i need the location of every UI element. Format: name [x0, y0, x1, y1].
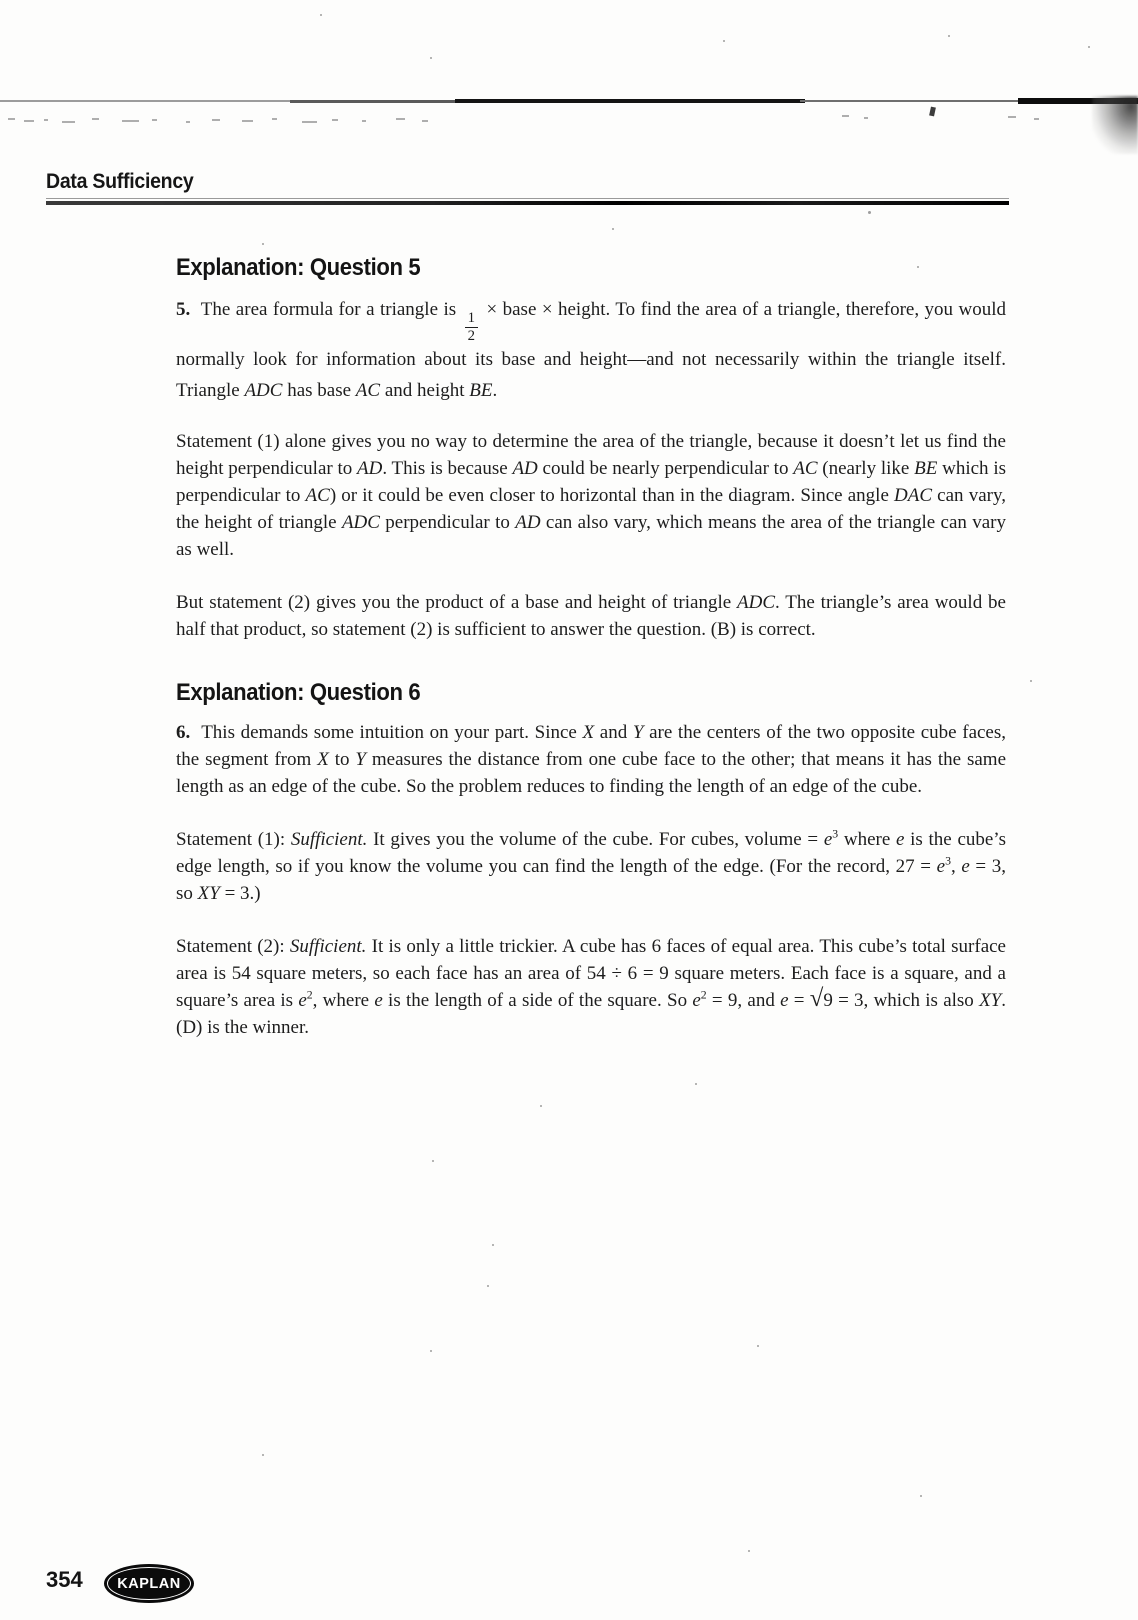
question6-intro-paragraph: 6. This demands some intuition on your part. Since X and Y are the centers of the two opposite cube faces, the segment from X to Y measures the distance from one cube face to the other; that means it has the same length as an edge of the cube. So the problem reduces to finding the length of an edge of the cube. [176, 722, 1007, 798]
scan-artifact-topline [0, 101, 1138, 102]
scan-speck [1030, 680, 1032, 682]
scan-dash [186, 121, 190, 123]
scan-speck [757, 1345, 759, 1347]
running-head-title: Data Sufficiency [46, 170, 194, 193]
scan-speck [748, 1550, 750, 1552]
scan-dash [8, 118, 15, 120]
question6-statement1-paragraph: Statement (1): Sufficient. It gives you the volume of the cube. For cubes, volume = $e^3$ where e is the cube’s edge length, so if you know the volume you can find the length of the edge. (For the record, $27 = e^3$, e = 3, so XY = 3.) [176, 827, 1007, 905]
scan-dash [302, 121, 317, 123]
scan-speck [487, 1285, 489, 1287]
scan-speck [432, 1160, 434, 1162]
scan-dash [362, 120, 366, 122]
scan-dash [1034, 118, 1039, 120]
scan-artifact-topline-seg [455, 99, 805, 103]
question5-statement2-paragraph: But statement (2) gives you the product of a base and height of triangle ADC. The triangle’s area would be half that product, so statement (2) is sufficient to answer the question. (B) is correct. [176, 592, 1006, 641]
question5-heading: Explanation: Question 5 [176, 254, 421, 281]
scan-dash [212, 119, 220, 121]
scan-speck [868, 211, 871, 214]
scan-artifact-topline-seg [0, 100, 300, 102]
rule-thick-line [46, 201, 1009, 205]
question6-heading: Explanation: Question 6 [176, 679, 421, 707]
scan-speck [262, 1454, 264, 1456]
scan-dash [272, 118, 277, 120]
scan-speck [920, 1495, 922, 1497]
scan-speck [695, 1083, 697, 1085]
kaplan-logo-text: KAPLAN [117, 1575, 181, 1592]
scan-artifact-topline-seg [800, 100, 1025, 102]
scan-dash [24, 120, 34, 122]
scan-speck [492, 1244, 494, 1246]
scan-dash [396, 118, 405, 120]
scan-dash [92, 118, 99, 120]
text-column [176, 254, 1006, 1067]
question6-statement2-paragraph: Statement (2): Sufficient. It is only a little trickier. A cube has 6 faces of equal area. This cube’s total surface area is 54 square meters, so each face has an area of 54 ÷ 6 = 9 square meters. Each face is a square, and a square’s area is $e^2$, where e is the length of a side of the square. So $e^2 = 9$, and e = √9 = 3, which is also XY. (D) is the winner. [176, 936, 1006, 1039]
scan-dash [152, 119, 157, 121]
scan-dash [122, 120, 139, 122]
scan-artifact-smudge [1092, 96, 1138, 154]
page-number: 354 [46, 1567, 83, 1592]
question5-statement1-paragraph: Statement (1) alone gives you no way to determine the area of the triangle, because it doesn’t let us find the height perpendicular to AD. This is because AD could be nearly perpendicular to AC (nearly like BE which is perpendicular to AC) or it could be even closer to horizontal than in the diagram. Since angle DAC can vary, the height of triangle ADC perpendicular to AD can also vary, which means the area of the triangle can vary as well. [176, 431, 1006, 561]
scan-speck [612, 228, 614, 230]
scan-speck [430, 1350, 432, 1352]
scan-dash [422, 120, 428, 122]
scan-dash [332, 119, 338, 121]
scan-speck [1088, 46, 1090, 48]
scan-artifact-mark [929, 107, 936, 117]
scan-dash [864, 117, 868, 119]
scan-dash [842, 115, 849, 117]
scan-speck [262, 243, 264, 245]
scan-dash [242, 120, 253, 122]
question5-intro-paragraph: 5. The area formula for a triangle is $\frac{1}{2}$ × base × height. To find the area of a triangle, therefore, you would normally look for information about its base and height—and not necessarily within the triangle itself. Triangle ADC has base AC and height BE. [176, 299, 1006, 402]
rule-thin-line [46, 198, 1009, 199]
scan-speck [723, 40, 725, 42]
scan-dash [44, 119, 48, 121]
scan-artifact-topline-seg [290, 100, 460, 103]
scan-speck [948, 35, 950, 37]
scan-dash [62, 121, 75, 123]
scan-dash [1008, 116, 1016, 118]
scan-speck [430, 57, 432, 59]
scan-speck [540, 1105, 542, 1107]
kaplan-logo [104, 1564, 194, 1603]
running-head-rule [46, 198, 1009, 205]
scan-speck [320, 14, 322, 16]
